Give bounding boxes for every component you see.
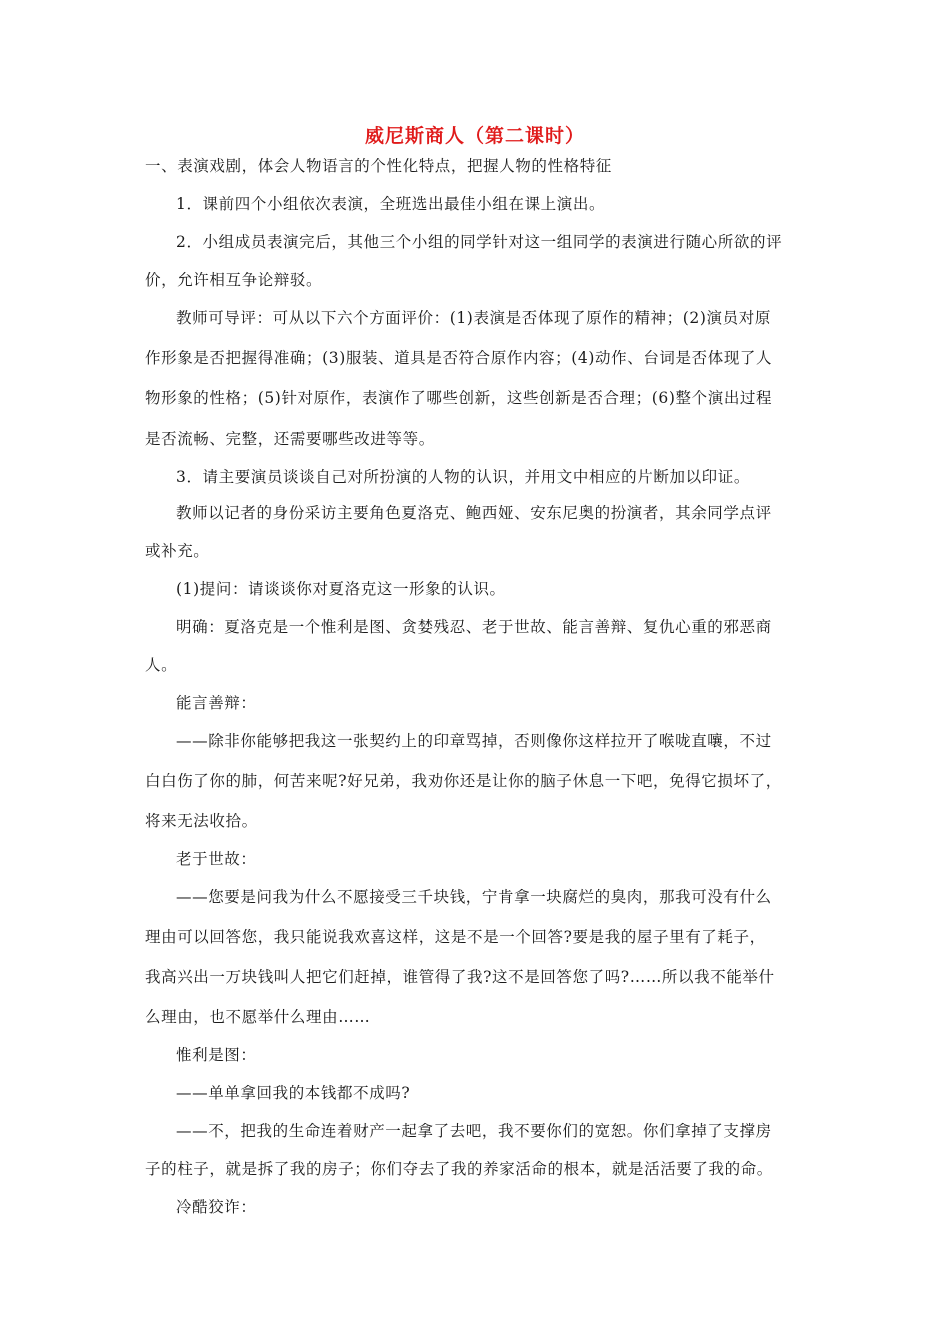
quote-line: ——不，把我的生命连着财产一起拿了去吧，我不要你们的宽恕。你们拿掉了支撑房 [176, 1122, 772, 1140]
paragraph-line: 2．小组成员表演完后，其他三个小组的同学针对这一组同学的表演进行随心所欲的评 [176, 233, 783, 251]
paragraph-line: 3．请主要演员谈谈自己对所扮演的人物的认识，并用文中相应的片断加以印证。 [176, 468, 750, 486]
paragraph-line: 或补充。 [145, 542, 210, 560]
paragraph-line: 作形象是否把握得准确；(3)服装、道具是否符合原作内容；(4)动作、台词是否体现了人 [145, 349, 773, 367]
paragraph-line: 明确：夏洛克是一个惟利是图、贪婪残忍、老于世故、能言善辩、复仇心重的邪恶商 [176, 618, 772, 636]
quote-line: ——您要是问我为什么不愿接受三千块钱，宁肯拿一块腐烂的臭肉，那我可没有什么 [176, 888, 772, 906]
quote-line: ——除非你能够把我这一张契约上的印章骂掉，否则像你这样拉开了喉咙直嚷，不过 [176, 732, 772, 750]
subheading-line: 能言善辩： [176, 694, 257, 712]
quote-line: 白白伤了你的肺，何苦来呢?好兄弟，我劝你还是让你的脑子休息一下吧，免得它损坏了， [145, 772, 782, 790]
paragraph-line: 教师可导评：可从以下六个方面评价：(1)表演是否体现了原作的精神；(2)演员对原 [176, 309, 771, 327]
paragraph-line: 价，允许相互争论辩驳。 [145, 271, 323, 289]
page-title: 威尼斯商人（第二课时） [364, 125, 585, 147]
paragraph-line: 物形象的性格；(5)针对原作，表演作了哪些创新，这些创新是否合理；(6)整个演出过程 [145, 389, 773, 407]
quote-line: ——单单拿回我的本钱都不成吗? [176, 1084, 411, 1102]
quote-line: 将来无法收拾。 [145, 812, 258, 830]
paragraph-line: (1)提问：请谈谈你对夏洛克这一形象的认识。 [176, 580, 506, 598]
quote-line: 我高兴出一万块钱叫人把它们赶掉，谁管得了我?这不是回答您了吗?……所以我不能举什 [145, 968, 775, 986]
paragraph-line: 是否流畅、完整，还需要哪些改进等等。 [145, 430, 435, 448]
subheading-line: 老于世故： [176, 850, 257, 868]
quote-line: 么理由，也不愿举什么理由…… [145, 1008, 371, 1026]
quote-line: 理由可以回答您，我只能说我欢喜这样，这是不是一个回答?要是我的屋子里有了耗子， [145, 928, 766, 946]
paragraph-line: 人。 [145, 656, 178, 674]
quote-line: 子的柱子，就是拆了我的房子；你们夺去了我的养家活命的根本，就是活活要了我的命。 [145, 1160, 773, 1178]
subheading-line: 惟利是图： [176, 1046, 257, 1064]
subheading-line: 冷酷狡诈： [176, 1198, 257, 1216]
paragraph-line: 1．课前四个小组依次表演，全班选出最佳小组在课上演出。 [176, 195, 606, 213]
paragraph-line: 教师以记者的身份采访主要角色夏洛克、鲍西娅、安东尼奥的扮演者，其余同学点评 [176, 504, 772, 522]
section-heading: 一、表演戏剧，体会人物语言的个性化特点，把握人物的性格特征 [145, 157, 612, 175]
